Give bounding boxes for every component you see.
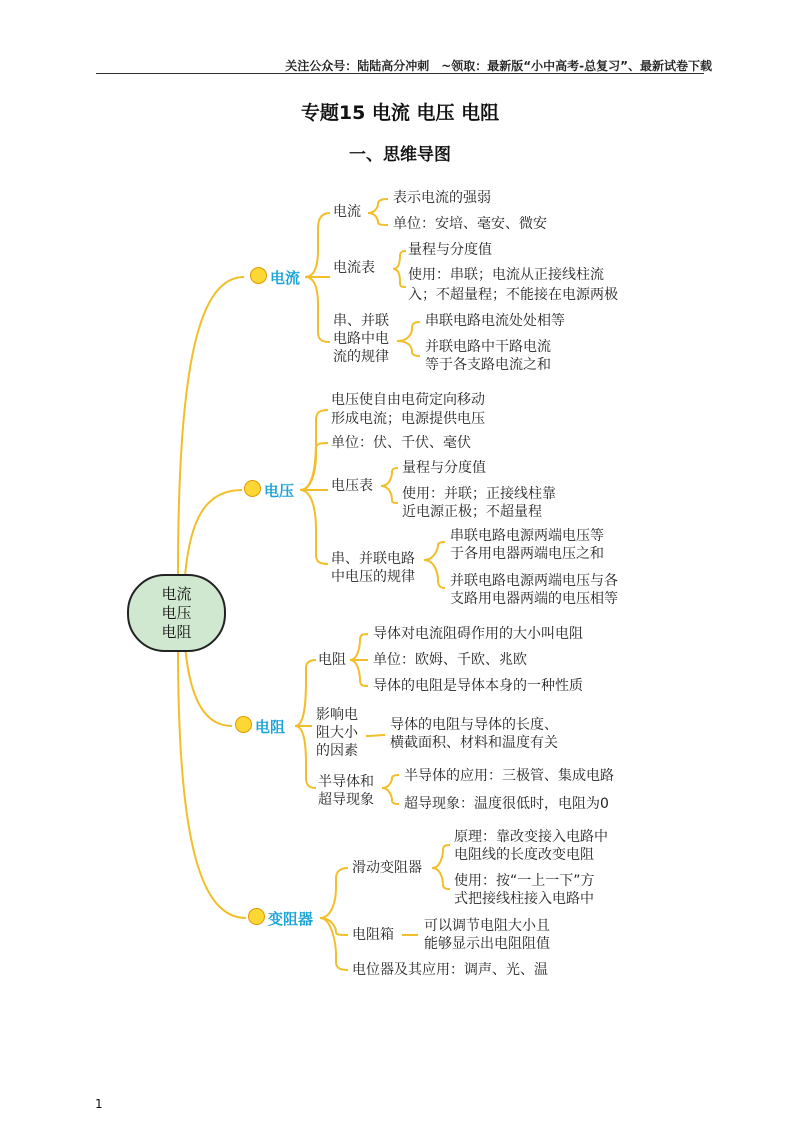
branch-voltage-label: 电压: [264, 482, 295, 500]
node-voltage-units: 单位：伏、千伏、毫伏: [331, 435, 471, 451]
leaf-resistance-property: 导体的电阻是导体本身的一种性质: [373, 678, 583, 694]
lightbulb-icon: [235, 716, 252, 733]
leaf-parallel-voltage-2: 支路用电器两端的电压相等: [450, 591, 618, 607]
central-topic-line-2: 电压: [161, 603, 192, 622]
leaf-series-voltage-2: 于各用电器两端电压之和: [450, 546, 604, 562]
node-semiconductor-1: 半导体和: [318, 774, 374, 790]
central-topic-node: [127, 574, 226, 652]
leaf-rheostat-principle-1: 原理：靠改变接入电路中: [454, 829, 608, 845]
branch-resistance: [235, 716, 285, 737]
node-voltmeter: 电压表: [331, 478, 373, 494]
central-topic-line-1: 电流: [161, 584, 192, 603]
leaf-resistance-box-1: 可以调节电阻大小且: [424, 918, 550, 934]
leaf-resistance-factors-1: 导体的电阻与导体的长度、: [390, 717, 558, 733]
leaf-rheostat-principle-2: 电阻线的长度改变电阻: [454, 847, 594, 863]
lightbulb-icon: [248, 908, 265, 925]
leaf-resistance-box-2: 能够显示出电阻阻值: [424, 936, 550, 952]
node-current-rules-1: 串、并联: [333, 313, 389, 329]
central-topic-line-3: 电阻: [161, 622, 192, 641]
leaf-ammeter-usage-2: 入；不超量程；不能接在电源两极: [408, 287, 618, 303]
node-sliding-rheostat: 滑动变阻器: [352, 860, 422, 876]
node-resistance-box: 电阻箱: [352, 927, 394, 943]
node-semiconductor-2: 超导现象: [318, 792, 374, 808]
leaf-series-current: 串联电路电流处处相等: [425, 313, 565, 329]
leaf-rheostat-usage-1: 使用：按“一上一下”方: [454, 873, 595, 889]
leaf-resistance-factors-2: 横截面积、材料和温度有关: [390, 735, 558, 751]
leaf-voltmeter-range: 量程与分度值: [402, 460, 486, 476]
branch-resistance-label: 电阻: [255, 718, 286, 736]
node-resistance: 电阻: [318, 652, 346, 668]
leaf-parallel-current-1: 并联电路中干路电流: [425, 339, 551, 355]
branch-voltage: [244, 480, 294, 501]
leaf-parallel-current-2: 等于各支路电流之和: [425, 357, 551, 373]
leaf-current-strength: 表示电流的强弱: [393, 190, 491, 206]
node-resistance-factors-1: 影响电: [316, 707, 358, 723]
leaf-ammeter-usage-1: 使用：串联；电流从正接线柱流: [408, 267, 604, 283]
leaf-resistance-definition: 导体对电流阻碍作用的大小叫电阻: [373, 626, 583, 642]
node-resistance-factors-3: 的因素: [316, 743, 358, 759]
node-voltage-definition-2: 形成电流；电源提供电压: [331, 411, 485, 427]
node-voltage-rules-2: 中电压的规律: [331, 569, 415, 585]
leaf-parallel-voltage-1: 并联电路电源两端电压与各: [450, 573, 618, 589]
page-header: 关注公众号：陆陆高分冲刺 ~领取：最新版“小中高考-总复习”、最新试卷下载: [285, 59, 712, 73]
leaf-series-voltage-1: 串联电路电源两端电压等: [450, 528, 604, 544]
section-title: 一、思维导图: [349, 145, 451, 165]
node-resistance-factors-2: 阻大小: [316, 725, 358, 741]
page-number: 1: [95, 1097, 103, 1111]
lightbulb-icon: [244, 480, 261, 497]
node-voltage-rules-1: 串、并联电路: [331, 551, 415, 567]
node-voltage-definition-1: 电压使自由电荷定向移动: [331, 392, 485, 408]
leaf-voltmeter-usage-1: 使用：并联；正接线柱靠: [402, 486, 556, 502]
leaf-current-units: 单位：安培、毫安、微安: [393, 216, 547, 232]
node-current-definition: 电流: [333, 204, 361, 220]
node-current-rules-3: 流的规律: [333, 349, 389, 365]
node-ammeter: 电流表: [333, 260, 375, 276]
lightbulb-icon: [250, 267, 267, 284]
leaf-rheostat-usage-2: 式把接线柱接入电路中: [454, 891, 594, 907]
node-current-rules-2: 电路中电: [333, 331, 389, 347]
node-potentiometer: 电位器及其应用：调声、光、温: [352, 962, 548, 978]
leaf-ammeter-range: 量程与分度值: [408, 242, 492, 258]
leaf-superconductivity: 超导现象：温度很低时，电阻为0: [404, 796, 609, 812]
page-title: 专题15 电流 电压 电阻: [300, 102, 500, 124]
branch-current: [250, 267, 300, 288]
leaf-resistance-units: 单位：欧姆、千欧、兆欧: [373, 652, 527, 668]
branch-rheostat-label: 变阻器: [268, 910, 314, 928]
branch-current-label: 电流: [270, 269, 301, 287]
leaf-semiconductor-usage: 半导体的应用：三极管、集成电路: [404, 768, 614, 784]
leaf-voltmeter-usage-2: 近电源正极；不超量程: [402, 504, 542, 520]
branch-rheostat: [248, 908, 313, 929]
